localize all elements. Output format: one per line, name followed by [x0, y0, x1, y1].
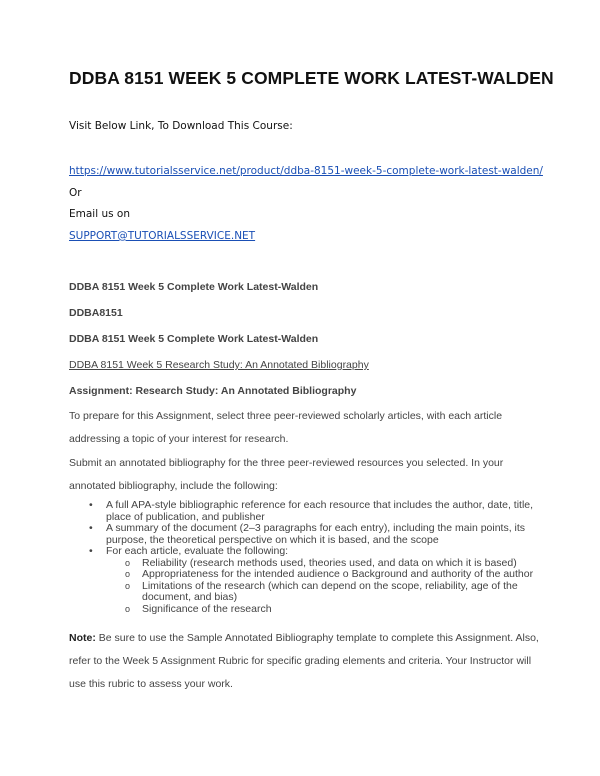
- list-item: • A summary of the document (2–3 paragraphs for each entry), including the main points, its purpose, the theoretical perspective on which it is based, and the scope: [69, 523, 539, 546]
- paragraph-submit: Submit an annotated bibliography for the three peer-reviewed resources you selected. In your annotated bibliography, include the following:: [69, 457, 504, 492]
- list-item: [69, 546, 539, 615]
- sub-list-item: o Reliability (research methods used, theories used, and data on which it is based): [106, 558, 539, 570]
- sub-list-item: o Significance of the research: [106, 604, 539, 616]
- document-title: DDBA 8151 WEEK 5 COMPLETE WORK LATEST-WALDEN: [69, 68, 554, 88]
- section-heading-2: DDBA 8151 Week 5 Complete Work Latest-Walden: [69, 333, 319, 345]
- requirements-list: [69, 500, 539, 615]
- course-code: DDBA8151: [69, 307, 123, 319]
- sub-list-item: o Limitations of the research (which can depend on the scope, reliability, age of the document, and bias): [106, 581, 539, 604]
- note-label: Note:: [69, 632, 96, 644]
- email-label: Email us on: [69, 208, 131, 220]
- assignment-heading: Assignment: Research Study: An Annotated Bibliography: [69, 385, 357, 397]
- section-heading-1: DDBA 8151 Week 5 Complete Work Latest-Walden: [69, 281, 319, 293]
- visit-instruction: Visit Below Link, To Download This Course:: [69, 120, 293, 132]
- evaluation-sublist: [106, 558, 539, 616]
- course-url[interactable]: https://www.tutorialsservice.net/product/ddba-8151-week-5-complete-work-latest-walden/: [69, 165, 543, 177]
- list-item: • A full APA-style bibliographic reference for each resource that includes the author, date, title, place of publication, and publisher: [69, 500, 539, 523]
- support-email[interactable]: SUPPORT@TUTORIALSSERVICE.NET: [69, 230, 256, 242]
- email-link[interactable]: [69, 230, 255, 242]
- note-paragraph: [69, 627, 539, 696]
- sub-list-item: o Appropriateness for the intended audience o Background and authority of the author: [106, 569, 539, 581]
- note-text: Be sure to use the Sample Annotated Bibliography template to complete this Assignment. Also, refer to the Week 5 Assignment Rubric for specific grading elements and criteria. Your Instructor will use this rubric to assess your work.: [69, 632, 539, 690]
- or-text: Or: [69, 187, 82, 199]
- research-study-link[interactable]: DDBA 8151 Week 5 Research Study: An Annotated Bibliography: [69, 359, 369, 371]
- course-link[interactable]: [69, 165, 543, 177]
- paragraph-prepare: To prepare for this Assignment, select three peer-reviewed scholarly articles, with each article addressing a topic of your interest for research.: [69, 410, 503, 445]
- list-item-text: For each article, evaluate the following:: [106, 545, 289, 557]
